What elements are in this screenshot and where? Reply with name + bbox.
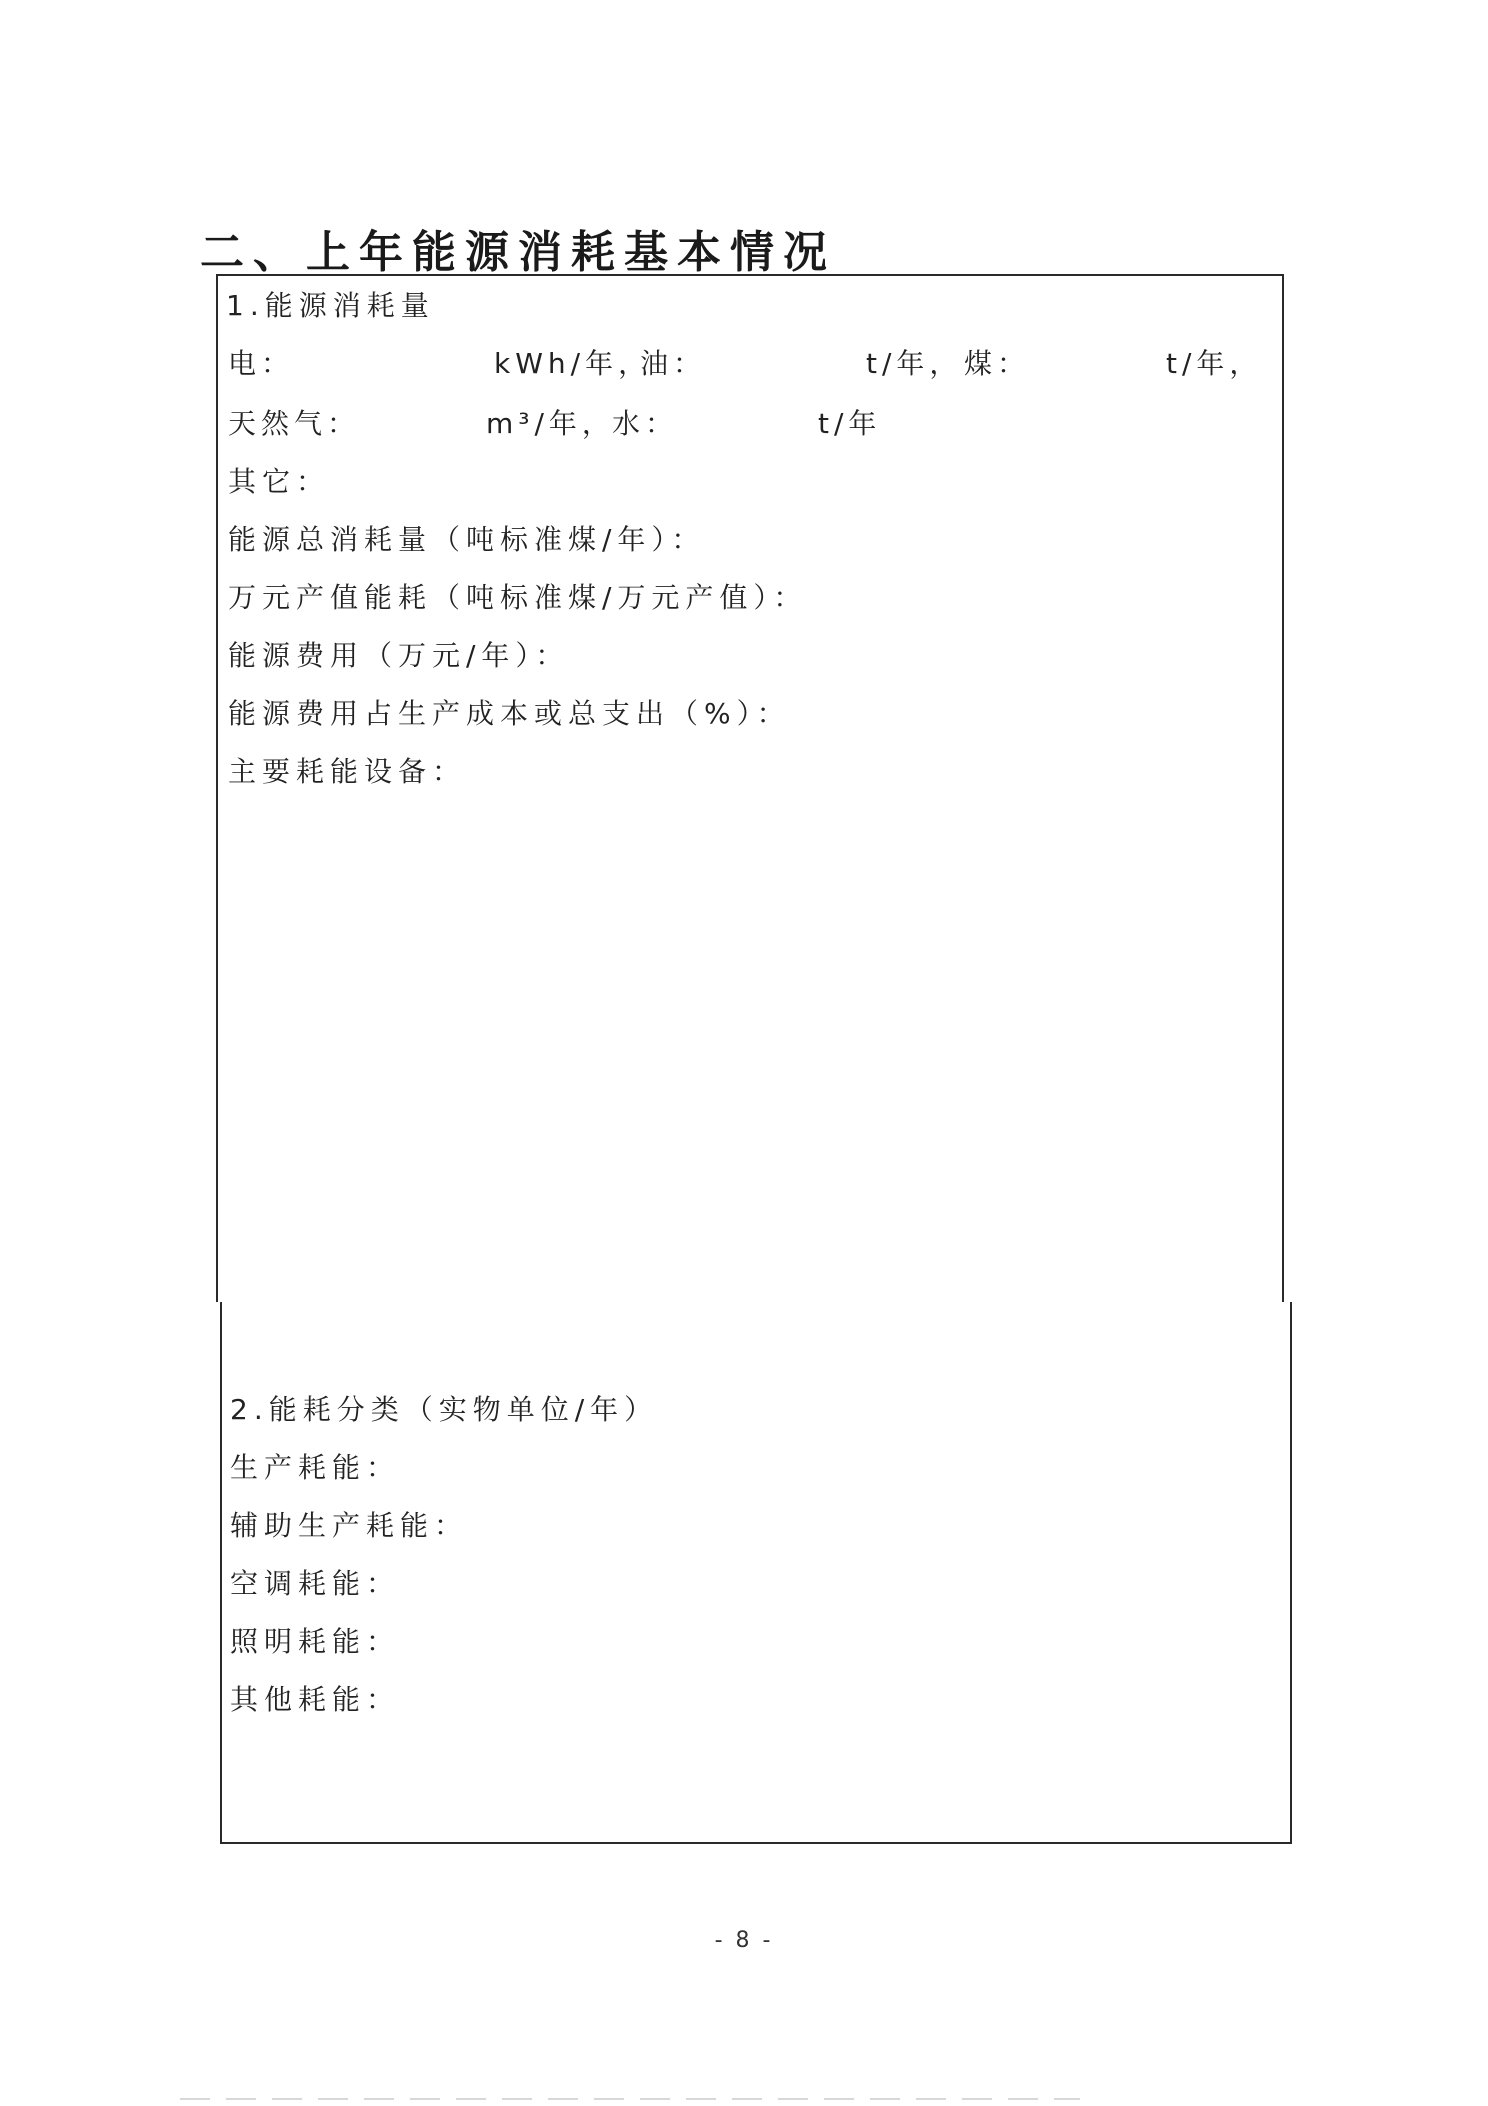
scan-edge-artifact: [180, 2098, 1080, 2100]
water-unit: t/年: [818, 407, 882, 440]
electricity-unit: kWh/年，: [494, 347, 652, 380]
per-output-consumption-label: 万元产值能耗（吨标准煤/万元产值）：: [228, 581, 808, 614]
gas-unit: m³/年，: [486, 407, 615, 440]
production-consumption-label: 生产耗能：: [230, 1451, 401, 1484]
auxiliary-consumption-label: 辅助生产耗能：: [230, 1509, 469, 1542]
coal-label: 煤：: [964, 347, 1031, 380]
section-title: 二、上年能源消耗基本情况: [200, 227, 836, 278]
lighting-consumption-label: 照明耗能：: [230, 1625, 401, 1658]
total-consumption-label: 能源总消耗量（吨标准煤/年）：: [228, 523, 706, 556]
page-number: - 8 -: [714, 1928, 774, 1953]
oil-label: 油：: [640, 347, 707, 380]
oil-unit: t/年，: [866, 347, 963, 380]
air-conditioning-consumption-label: 空调耗能：: [230, 1567, 401, 1600]
gas-label: 天然气：: [228, 407, 361, 440]
part2-heading: 2.能耗分类（实物单位/年）: [230, 1393, 659, 1426]
major-equipment-label: 主要耗能设备：: [228, 755, 467, 788]
electricity-label: 电：: [228, 347, 295, 380]
energy-cost-label: 能源费用（万元/年）：: [228, 639, 570, 672]
other-consumption-label: 其他耗能：: [230, 1683, 401, 1716]
part1-heading: 1.能源消耗量: [226, 289, 435, 322]
energy-cost-ratio-label: 能源费用占生产成本或总支出（%）：: [228, 697, 791, 730]
water-label: 水：: [612, 407, 679, 440]
other-energy-label: 其它：: [228, 465, 331, 498]
coal-unit: t/年，: [1166, 347, 1263, 380]
